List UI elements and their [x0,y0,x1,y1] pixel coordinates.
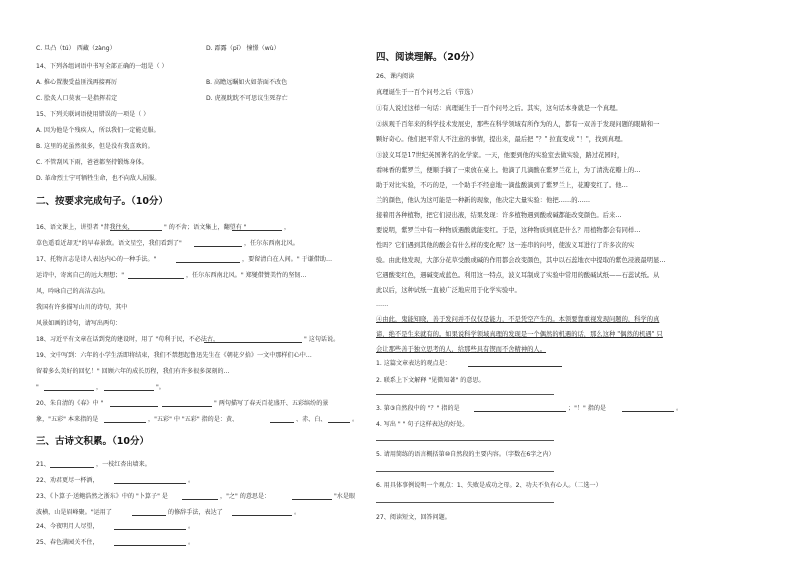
left-text-line: 风，吟咏自己的高洁志向。 [36,288,110,295]
left-answer-blank[interactable] [132,508,166,516]
left-answer-blank[interactable] [292,492,332,500]
left-answer-blank[interactable] [182,492,218,500]
left-text-line: 草色遥看近却无"的早春景致。语文星空，我们看到了" [36,240,182,247]
left-text-line: 。 [352,416,359,423]
left-text-line: " 的不舍；语文集上，翻望有 " [164,224,247,231]
left-text-line: " 两句描写了春天百花盛开、五彩缤纷的景 [214,400,329,407]
left-text-line: 。 [188,539,195,546]
left-text-line: 17、托物言志是诗人表达内心的一种手法。" [36,256,157,263]
right-answer-blank[interactable] [468,359,562,367]
left-text-line: 。 [294,509,301,516]
right-text-line: 要说明，紫罗兰中有一种物质遇酸就能变红。于是，这种物质到底是什么？用植物都会有同样… [376,227,641,234]
left-text-line: 14、下列各组词语中书写全部正确的一组是（ ） [36,63,168,70]
left-text-line: A. 推心置腹受益匪浅再接再厉 [36,79,118,86]
left-text-line: 运诗中，寄寓自己的远大理想；" [36,272,125,279]
left-text-line: C. 旦凸（tú） 西藏（zàng） [36,45,116,52]
left-answer-blank[interactable] [110,223,162,231]
left-text-line: 。 [188,523,195,530]
right-text-line: 1. 这篇文章表达的观点是： [376,360,451,367]
left-answer-blank[interactable] [162,399,212,407]
right-text-line: 4. 写出 " " 句子这样表达的好处。 [376,421,469,428]
right-text-line: ②纵观千百年来的科学技术发展史，那些在科学领域有所作为的人，都有一双善于发现问题的眼睛和一 [376,121,660,128]
right-text-line: ③波义耳是17世纪英国著名的化学家。一天，他要到他的实验室去做实验，路过花园时， [376,152,624,159]
left-text-line: 波横，山是眉峰聚。"运用了 [36,509,112,516]
left-answer-blank[interactable] [50,460,94,468]
left-answer-blank[interactable] [114,538,186,546]
left-text-line: D. 革命烈士宁可牺牲生命，也不向敌人屈服。 [36,175,161,182]
left-text-line: "水是眼 [334,493,356,500]
right-text-line: 6. 用具体事例说明一个观点：1、失败是成功之母。2、功夫不负有心人。（二选一） [376,482,602,489]
left-text-line: 19、文中写到：六年的小学生活即将结束，我们不禁想起鲁迅先生在《朝花夕拾》一文中那样们心中… [36,352,312,359]
right-text-line: 此以后，这种试纸一直被广泛地应用于化学实验中。 [376,287,521,294]
left-text-line: 的修辞手法，表达了 [168,509,223,516]
right-answer-line[interactable] [376,471,554,472]
left-answer-blank[interactable] [44,383,94,391]
right-text-line: 谛，绝不是生来就有的。如果说科学领域真理的发现是一个偶然的机遇的话，那么这种 "偶然的机遇" 只 [376,331,663,338]
left-text-line: D. 虎视眈眈不可思议生死存亡 [206,95,288,102]
left-answer-blank[interactable] [204,335,302,343]
right-text-line: 兰的颜色，他认为这可能是一种新的现象，他决定大量实验：他把……的…… [376,197,591,204]
left-text-line: ， [96,384,103,391]
left-text-line: 23、《卜算子·送鲍浩然之浙东》中的 "卜算子" 是 [36,493,168,500]
left-text-line: B. 这里的花虽然很多，但是没有我喜欢的。 [36,143,154,150]
left-answer-blank[interactable] [328,415,350,423]
left-text-line: 我国有许多描写山川的诗句，其中 [36,304,128,311]
left-text-line: " [36,384,39,391]
right-text-line: 看味香的紫罗兰，便顺手摘了一束放在桌上。他滴了几滴酸在紫罗兰花上，为了清洗花瓣上的… [376,167,641,174]
left-text-line: 15、下列关联词语使用错误的一项是（ ） [36,111,150,118]
left-answer-blank[interactable] [128,271,184,279]
left-section-heading: 二、按要求完成句子。（10分） [36,196,168,207]
right-text-line: 验。由此他发现，大部分花草受酸或碱的作用都会改变颜色，其中以石蕊地衣中提取的紫色浸液最明显… [376,257,666,264]
right-text-line: 颗好奇心。他们把平常人不注意的事情，提出来，最后把 "？" 拉直变成 "！"，找到真理。 [376,136,627,143]
right-text-line: 5. 请用简练的语言概括第⑩自然段的主要内容。（字数在6字之内） [376,451,555,458]
left-text-line: 留着多么美好的回忆！" 回顾六年的成长历程，我们有许多很多深刻的… [36,368,230,375]
right-text-line: 。 [676,405,683,412]
right-text-line: 26、课内阅读 [376,73,415,80]
left-text-line: 21、 [36,461,50,468]
left-text-line: 22、劝君更尽一杯酒， [36,477,99,484]
left-text-line: ，任尔东西南北风。" 郑燮借赞美竹的坚韧… [186,272,307,279]
left-text-line: 25、春色满园关不住， [36,539,99,546]
left-text-line: 20、朱自清的《春》中 " [36,400,104,407]
right-text-line: 27、阅读短文，回答问题。 [376,514,451,521]
left-text-line: 、赤、白、 [296,416,327,423]
left-text-line: ，"五彩" 中 "五彩" 指的是：黄、 [148,416,239,423]
right-text-line: ①有人说过这样一句话：真理诞生于一百个问号之后。其实，这句话本身就是一个真理。 [376,105,622,112]
left-text-line: 风景如画的诗句，请写出两句： [36,320,122,327]
right-text-line: 性吗？它们遇到其他的酸会有什么样的变化呢？这一连串的问号，使波义耳进行了许多次的实 [376,242,635,249]
left-text-line: ，要留清白在人间。" 于谦借助… [242,256,333,263]
right-text-line: 3. 第③自然段中的 "？" 指的是 [376,405,460,412]
left-text-line: ，"之" 的意思是： [220,493,271,500]
right-text-line: ④由此，鬼能知晓，善于发问并不仅仅是能力，不是凭空产生的。本领要靠重视发现问题的，科学的真 [376,316,660,323]
right-text-line: 会让那些善于独立思考的人，给那些具有锲而不舍精神的人。 [376,346,547,353]
left-text-line: ， [284,224,291,231]
right-section-heading: 四、阅读理解。（20分） [376,52,480,63]
left-answer-blank[interactable] [270,415,294,423]
left-text-line: " 这句话说。 [304,336,340,343]
right-text-line: …… [376,301,389,308]
left-text-line: "。 [156,384,165,391]
left-text-line: 24、今夜明月人尽望， [36,523,99,530]
left-text-line: 18、习近平有文章在话到党的建设时，用了 "苟利于民，不必法古， [36,336,220,343]
left-section-heading: 三、古诗文积累。（10分） [36,436,149,447]
right-text-line: 助于对比实验，不巧的是，一个助手不经意地一滴盐酸滴到了紫罗兰上，花瓣变红了。他… [376,182,628,189]
right-answer-line[interactable] [376,502,554,503]
left-answer-blank[interactable] [104,383,154,391]
right-text-line: 真理诞生于一百个问号之后（节选） [376,89,477,96]
right-answer-blank[interactable] [474,404,566,412]
left-answer-blank[interactable] [104,415,146,423]
right-answer-line[interactable] [376,394,554,395]
left-answer-blank[interactable] [194,239,242,247]
left-answer-blank[interactable] [114,476,186,484]
left-text-line: 。 [188,477,195,484]
right-text-line: ；"！" 指的是 [568,405,607,412]
left-text-line: B. 高瞻远瞩如火如荼面不改色 [206,79,288,86]
right-answer-line[interactable] [376,440,554,441]
right-answer-blank[interactable] [622,404,674,412]
right-text-line: 接着用各种植物，把它们浸出液，结果发现：许多植物遇到酸或碱都能改变颜色。后来… [376,212,622,219]
left-text-line: A. 因为他是个残疾人，所以我们一定能克服。 [36,127,160,134]
left-text-line: 象，"五彩" 本来指的是 [36,416,99,423]
left-text-line: ，一枝红杏出墙来。 [96,461,151,468]
left-text-line: C. 脍炙人口莫衷一是指挥若定 [36,95,118,102]
left-answer-blank[interactable] [232,508,292,516]
left-answer-blank[interactable] [114,522,186,530]
left-answer-blank[interactable] [176,255,240,263]
right-text-line: 2. 联系上下文解释 "见微知著" 的意思。 [376,377,485,384]
right-text-line: 它遇酸变红色，遇碱变成蓝色。利用这一特点，波义耳制成了实验中常用的酸碱试纸——石蕊试纸。从 [376,272,660,279]
left-text-line: 16、语文课上，讲望者 "昔我往矣， [36,224,134,231]
left-answer-blank[interactable] [110,399,158,407]
left-text-line: C. 不管刮风下雨，爸爸都坚持锻炼身体。 [36,159,148,166]
left-text-line: D. 霹露（pī） 憧憬（wù） [206,45,280,52]
left-text-line: ，任尔东西南北风。 [244,240,299,247]
left-answer-blank[interactable] [232,223,282,231]
